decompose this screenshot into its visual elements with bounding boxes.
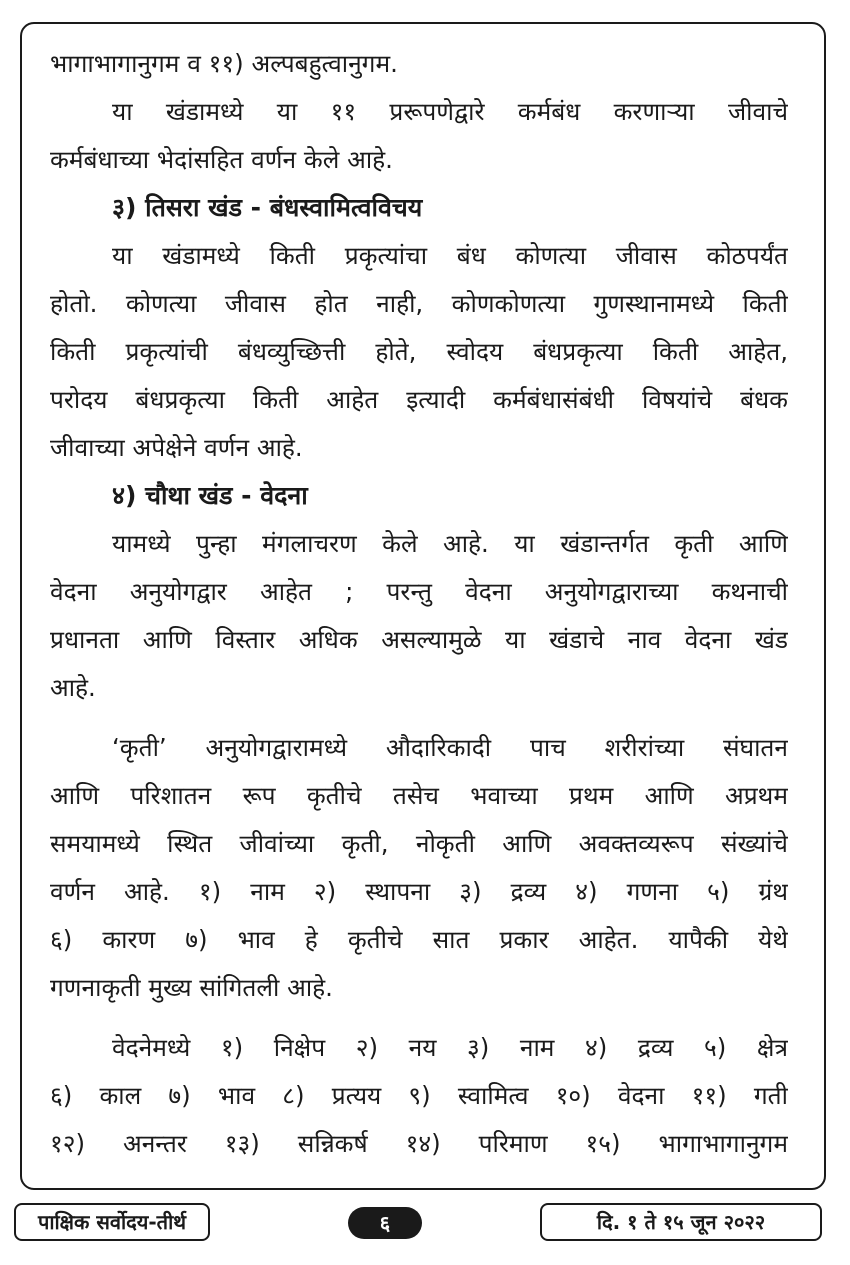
- body-line: वर्णन आहे. १) नाम २) स्थापना ३) द्रव्य ४) गणना ५) ग्रंथ: [50, 877, 788, 906]
- body-line: भागाभागानुगम व ११) अल्पबहुत्वानुगम.: [50, 49, 398, 78]
- body-line: कर्मबंधाच्या भेदांसहित वर्णन केले आहे.: [50, 145, 393, 174]
- body-line: गणनाकृती मुख्य सांगितली आहे.: [50, 973, 333, 1002]
- page-number: ६: [348, 1207, 422, 1239]
- publication-name: पाक्षिक सर्वोदय-तीर्थ: [14, 1203, 210, 1241]
- body-line: जीवाच्या अपेक्षेने वर्णन आहे.: [50, 433, 303, 462]
- body-line: आणि परिशातन रूप कृतीचे तसेच भवाच्या प्रथम आणि अप्रथम: [50, 781, 788, 810]
- body-line: प्रधानता आणि विस्तार अधिक असल्यामुळे या खंडाचे नाव वेदना खंड: [50, 625, 788, 654]
- body-line: ६) कारण ७) भाव हे कृतीचे सात प्रकार आहेत. यापैकी येथे: [50, 925, 788, 954]
- issue-date: दि. १ ते १५ जून २०२२: [540, 1203, 822, 1241]
- body-line: परोदय बंधप्रकृत्या किती आहेत इत्यादी कर्मबंधासंबंधी विषयांचे बंधक: [50, 385, 788, 414]
- section-heading: ३) तिसरा खंड - बंधस्वामित्वविचय: [112, 193, 423, 222]
- body-line: ‘कृती’ अनुयोगद्वारामध्ये औदारिकादी पाच शरीरांच्या संघातन: [112, 733, 788, 762]
- body-line: या खंडामध्ये किती प्रकृत्यांचा बंध कोणत्या जीवास कोठपर्यंत: [112, 241, 788, 270]
- body-line: वेदनेमध्ये १) निक्षेप २) नय ३) नाम ४) द्रव्य ५) क्षेत्र: [112, 1033, 788, 1062]
- body-line: आहे.: [50, 673, 96, 702]
- body-line: १२) अनन्तर १३) सन्निकर्ष १४) परिमाण १५) भागाभागानुगम: [50, 1129, 788, 1158]
- body-line: वेदना अनुयोगद्वार आहेत ; परन्तु वेदना अनुयोगद्वाराच्या कथनाची: [50, 577, 788, 606]
- section-heading: ४) चौथा खंड - वेदना: [112, 481, 308, 510]
- body-line: यामध्ये पुन्हा मंगलाचरण केले आहे. या खंडान्तर्गत कृती आणि: [112, 529, 788, 558]
- body-line: समयामध्ये स्थित जीवांच्या कृती, नोकृती आणि अवक्तव्यरूप संख्यांचे: [50, 829, 788, 858]
- body-line: या खंडामध्ये या ११ प्ररूपणेद्वारे कर्मबंध करणाऱ्या जीवाचे: [112, 97, 788, 126]
- page-body: [50, 40, 788, 1168]
- body-line: किती प्रकृत्यांची बंधव्युच्छित्ती होते, स्वोदय बंधप्रकृत्या किती आहेत,: [50, 337, 788, 366]
- body-line: होतो. कोणत्या जीवास होत नाही, कोणकोणत्या गुणस्थानामध्ये किती: [50, 289, 788, 318]
- page-footer: [0, 1203, 850, 1243]
- body-line: ६) काल ७) भाव ८) प्रत्यय ९) स्वामित्व १०) वेदना ११) गती: [50, 1081, 788, 1110]
